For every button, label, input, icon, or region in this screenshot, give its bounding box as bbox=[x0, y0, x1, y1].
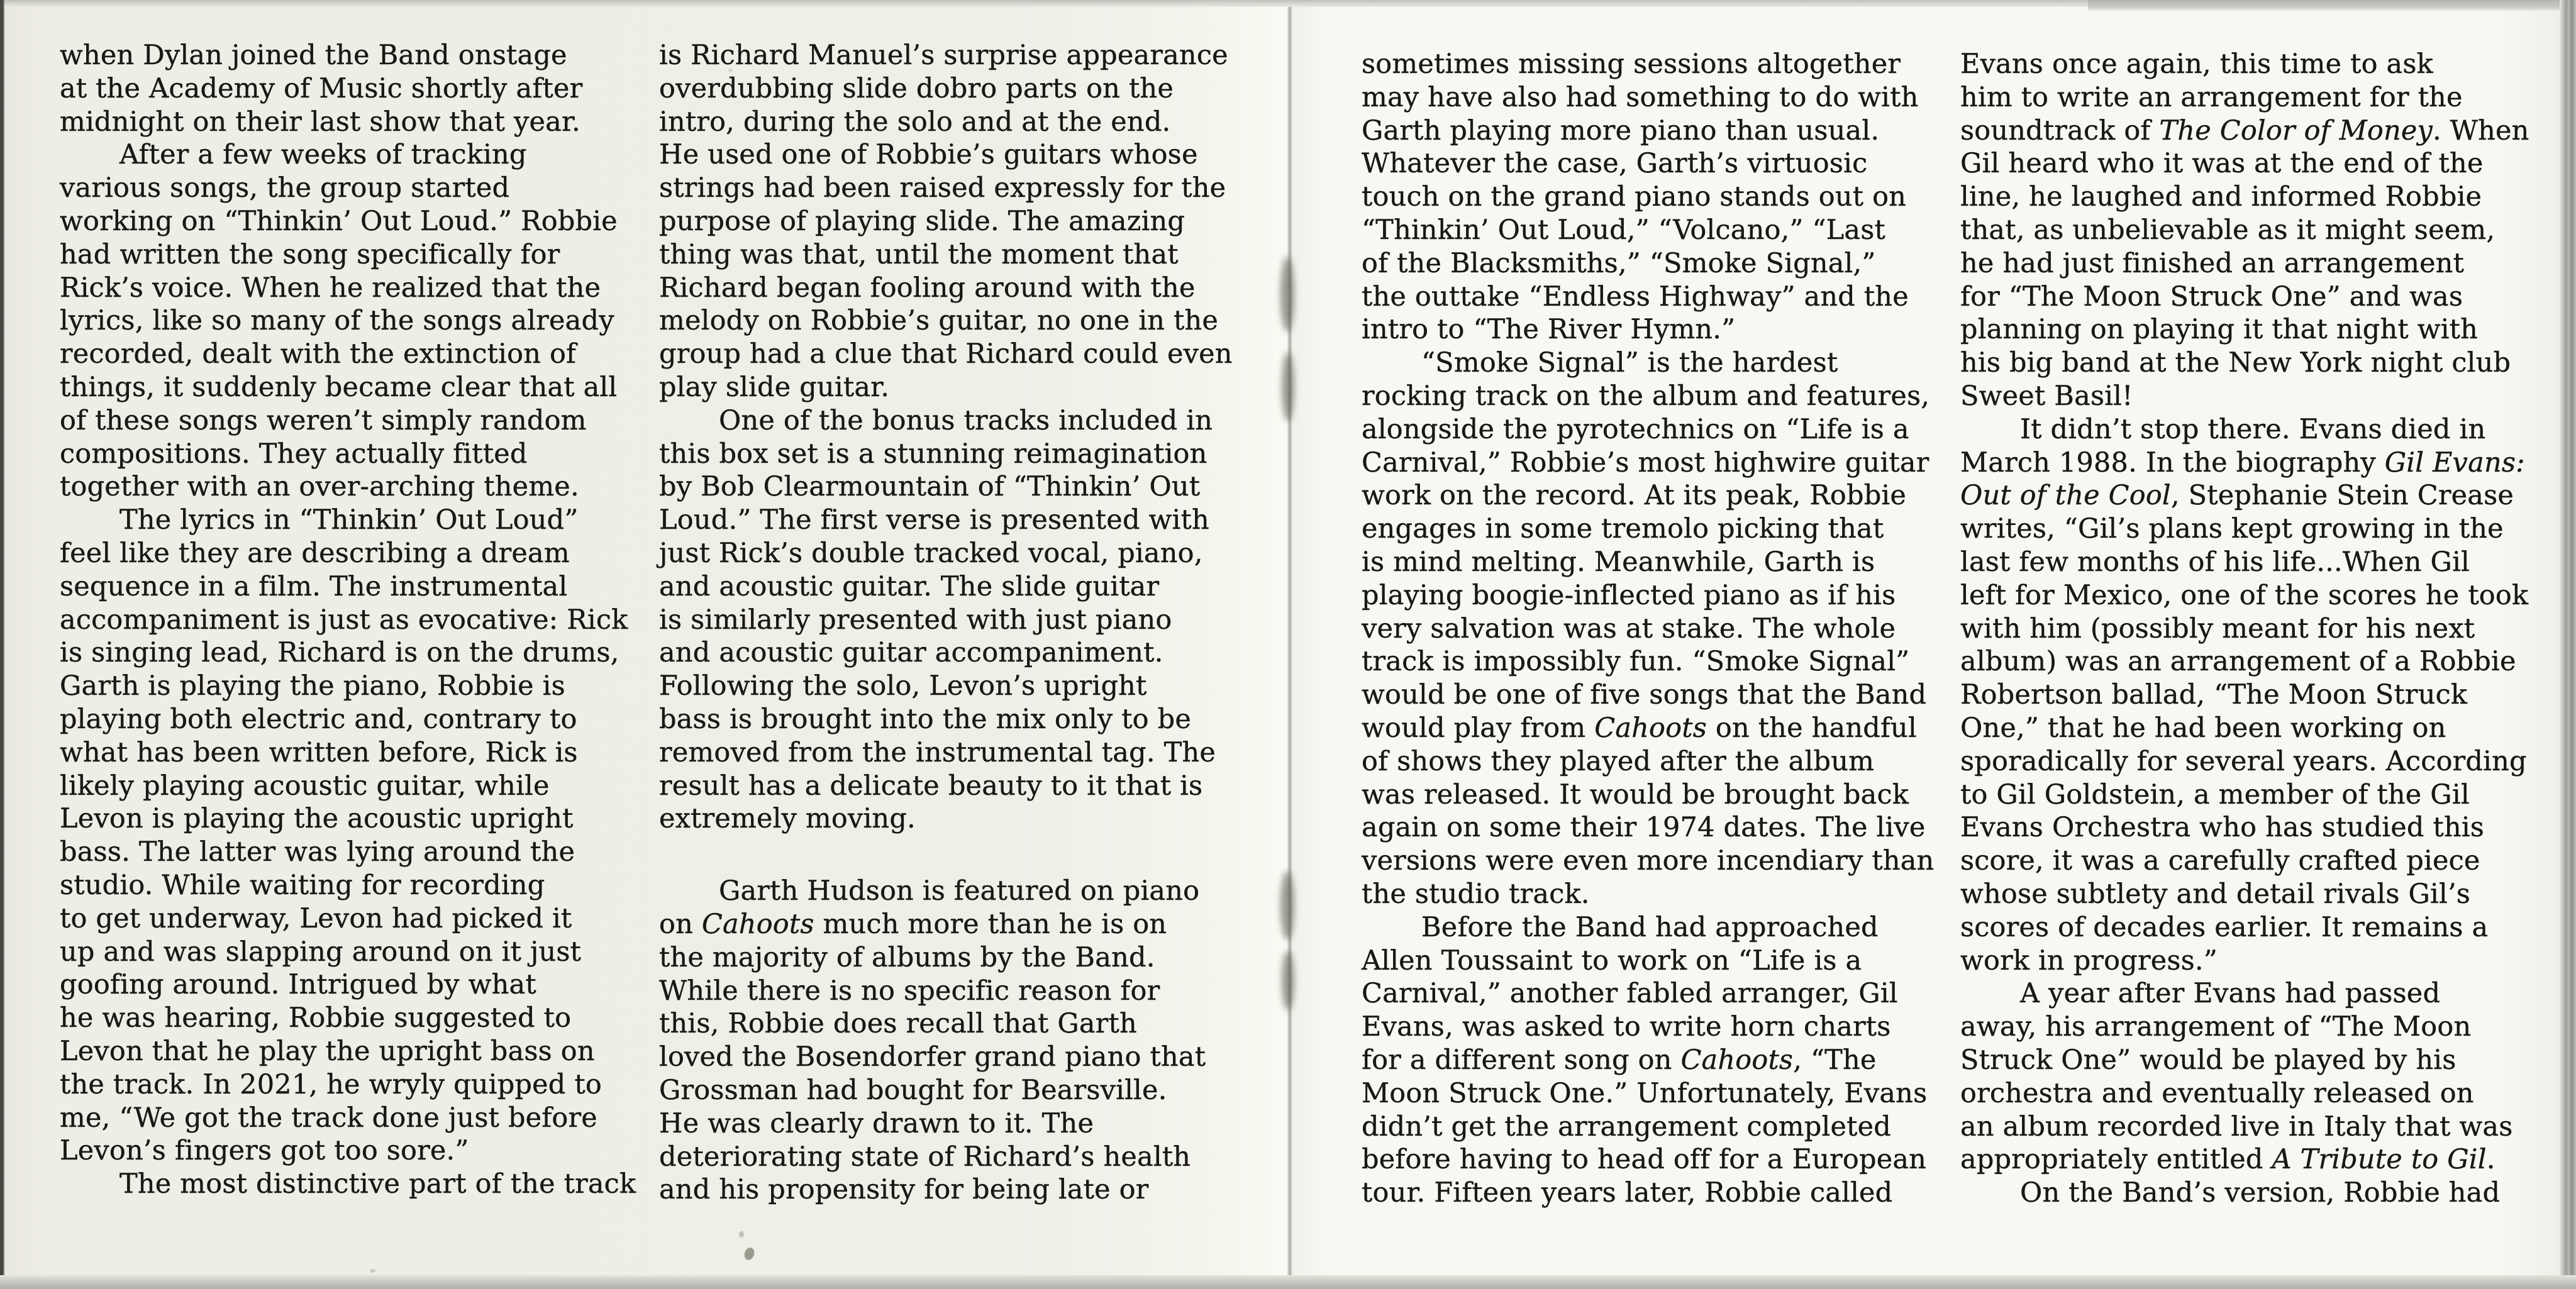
text-line: intro, during the solo and at the end. bbox=[659, 106, 1171, 138]
text-line: working on “Thinkin’ Out Loud.” Robbie bbox=[60, 205, 618, 237]
text-line: One of the bonus tracks included in bbox=[719, 404, 1213, 436]
text-line: versions were even more incendiary than bbox=[1362, 845, 1935, 877]
text-line: loved the Bosendorfer grand piano that bbox=[659, 1041, 1206, 1073]
text-line: is mind melting. Meanwhile, Garth is bbox=[1362, 546, 1875, 578]
text-line: of the Blacksmiths,” “Smoke Signal,” bbox=[1362, 247, 1876, 279]
text-line: scores of decades earlier. It remains a bbox=[1960, 911, 2489, 943]
text-line: what has been written before, Rick is bbox=[60, 736, 578, 768]
text-line: bass is brought into the mix only to be bbox=[659, 703, 1192, 735]
text-line: he was hearing, Robbie suggested to bbox=[60, 1002, 572, 1034]
text-line: sequence in a film. The instrumental bbox=[60, 570, 568, 602]
text-line: score, it was a carefully crafted piece bbox=[1960, 845, 2480, 877]
text-line: very salvation was at stake. The whole bbox=[1362, 612, 1896, 644]
text-line: recorded, dealt with the extinction of bbox=[60, 338, 577, 370]
text-line: Carnival,” Robbie’s most highwire guitar bbox=[1362, 446, 1929, 479]
text-line: track is impossibly fun. “Smoke Signal” bbox=[1362, 646, 1910, 678]
text-line: Evans once again, this time to ask bbox=[1960, 48, 2433, 80]
text-line: line, he laughed and informed Robbie bbox=[1960, 181, 2482, 213]
text-line: sporadically for several years. According bbox=[1960, 745, 2527, 777]
text-line: Evans, was asked to write horn charts bbox=[1362, 1011, 1891, 1043]
text-line: overdubbing slide dobro parts on the bbox=[659, 72, 1174, 104]
text-line: the majority of albums by the Band. bbox=[659, 941, 1155, 973]
text-line: While there is no specific reason for bbox=[659, 975, 1160, 1007]
text-line: left for Mexico, one of the scores he took bbox=[1960, 579, 2529, 611]
text-line: Carnival,” another fabled arranger, Gil bbox=[1362, 978, 1898, 1010]
text-line: up and was slapping around on it just bbox=[60, 936, 582, 968]
text-line bbox=[1362, 1044, 1940, 1077]
text-line: After a few weeks of tracking bbox=[119, 139, 527, 171]
text-line: he had just finished an arrangement bbox=[1960, 247, 2465, 279]
text-segment: for a different song on bbox=[1362, 1044, 1681, 1076]
text-line: alongside the pyrotechnics on “Life is a bbox=[1362, 413, 1909, 445]
text-line: likely playing acoustic guitar, while bbox=[60, 770, 550, 802]
text-segment: on bbox=[659, 908, 702, 940]
text-segment: , “The bbox=[1793, 1044, 1877, 1076]
text-line: The most distinctive part of the track bbox=[119, 1168, 636, 1200]
text-line: didn’t get the arrangement completed bbox=[1362, 1110, 1891, 1142]
text-line: midnight on their last show that year. bbox=[60, 106, 580, 138]
text-line: Sweet Basil! bbox=[1960, 380, 2133, 412]
crease-shadow bbox=[1280, 257, 1294, 332]
italic-title: A Tribute to Gil bbox=[2272, 1144, 2487, 1176]
crease-shadow bbox=[1282, 352, 1294, 421]
text-line: that, as unbelievable as it might seem, bbox=[1960, 214, 2496, 246]
text-line: Garth is playing the piano, Robbie is bbox=[60, 670, 565, 702]
text-line: with him (possibly meant for his next bbox=[1960, 612, 2475, 644]
text-segment: . bbox=[2486, 1144, 2496, 1176]
text-line: Whatever the case, Garth’s virtuosic bbox=[1362, 148, 1868, 180]
text-line: playing both electric and, contrary to bbox=[60, 703, 577, 735]
text-line: sometimes missing sessions altogether bbox=[1362, 48, 1901, 80]
text-line: Before the Band had approached bbox=[1421, 911, 1879, 943]
text-line: for “The Moon Struck One” and was bbox=[1960, 280, 2463, 313]
text-line: Levon is playing the acoustic upright bbox=[60, 803, 574, 835]
text-line: album) was an arrangement of a Robbie bbox=[1960, 646, 2516, 678]
crease-shadow bbox=[1282, 951, 1294, 1010]
text-line: away, his arrangement of “The Moon bbox=[1960, 1011, 2472, 1043]
text-line: Grossman had bought for Bearsville. bbox=[659, 1074, 1167, 1106]
text-line: goofing around. Intrigued by what bbox=[60, 969, 536, 1001]
text-line: Following the solo, Levon’s upright bbox=[659, 670, 1147, 702]
text-line: lyrics, like so many of the songs already bbox=[60, 305, 614, 337]
text-line: was released. It would be brought back bbox=[1362, 778, 1909, 810]
text-line: Garth Hudson is featured on piano bbox=[719, 875, 1200, 907]
text-line: Levon that he play the upright bass on bbox=[60, 1035, 595, 1067]
text-line: and acoustic guitar accompaniment. bbox=[659, 637, 1163, 669]
text-line: when Dylan joined the Band onstage bbox=[60, 40, 567, 71]
crease-shadow bbox=[1280, 871, 1294, 940]
text-line: purpose of playing slide. The amazing bbox=[659, 205, 1185, 237]
text-line: at the Academy of Music shortly after bbox=[60, 72, 583, 104]
text-line: of shows they played after the album bbox=[1362, 745, 1875, 777]
page-gutter-crease bbox=[1287, 6, 1292, 1276]
text-line: Levon’s fingers got too sore.” bbox=[60, 1135, 469, 1167]
text-line: would be one of five songs that the Band bbox=[1362, 679, 1927, 711]
text-line: touch on the grand piano stands out on bbox=[1362, 181, 1907, 213]
text-line bbox=[1960, 446, 2539, 480]
text-line bbox=[1362, 712, 1940, 745]
text-line: work in progress.” bbox=[1960, 944, 2218, 976]
text-line: together with an over-arching theme. bbox=[60, 471, 579, 503]
text-line: his big band at the New York night club bbox=[1960, 347, 2511, 379]
italic-title: Out of the Cool bbox=[1960, 480, 2171, 512]
text-line: had written the song specifically for bbox=[60, 238, 560, 270]
text-line: to get underway, Levon had picked it bbox=[60, 902, 572, 934]
text-segment: appropriately entitled bbox=[1960, 1144, 2272, 1176]
text-line: is similarly presented with just piano bbox=[659, 604, 1172, 636]
text-line: It didn’t stop there. Evans died in bbox=[2020, 413, 2486, 445]
text-line: He was clearly drawn to it. The bbox=[659, 1107, 1094, 1139]
italic-title: Cahoots bbox=[1594, 712, 1707, 744]
text-line: Richard began fooling around with the bbox=[659, 272, 1196, 304]
text-line bbox=[1960, 114, 2539, 148]
text-line: accompaniment is just as evocative: Rick bbox=[60, 604, 628, 636]
text-line: deteriorating state of Richard’s health bbox=[659, 1141, 1191, 1173]
text-line: On the Band’s version, Robbie had bbox=[2020, 1177, 2501, 1209]
text-line: He used one of Robbie’s guitars whose bbox=[659, 139, 1198, 171]
italic-title: Gil Evans: bbox=[2384, 446, 2525, 479]
text-line bbox=[659, 908, 1241, 941]
text-segment: March 1988. In the biography bbox=[1960, 446, 2385, 479]
text-line: just Rick’s double tracked vocal, piano, bbox=[659, 537, 1203, 569]
text-line: Rick’s voice. When he realized that the bbox=[60, 272, 601, 304]
italic-title: The Color of Money bbox=[2159, 114, 2433, 147]
text-line: me, “We got the track done just before bbox=[60, 1102, 597, 1134]
text-line: this box set is a stunning reimagination bbox=[659, 438, 1208, 470]
text-line: Allen Toussaint to work on “Life is a bbox=[1362, 944, 1862, 976]
text-line: Garth playing more piano than usual. bbox=[1362, 114, 1880, 147]
italic-title: Cahoots bbox=[1680, 1044, 1794, 1076]
text-segment: much more than he is on bbox=[814, 908, 1167, 940]
text-line: bass. The latter was lying around the bbox=[60, 836, 575, 868]
text-line: tour. Fifteen years later, Robbie called bbox=[1362, 1177, 1893, 1209]
text-line: compositions. They actually fitted bbox=[60, 438, 528, 470]
text-line: work on the record. At its peak, Robbie bbox=[1362, 480, 1907, 512]
text-line: before having to head off for a European bbox=[1362, 1144, 1927, 1176]
text-line: to Gil Goldstein, a member of the Gil bbox=[1960, 778, 2470, 810]
text-line: Moon Struck One.” Unfortunately, Evans bbox=[1362, 1077, 1928, 1109]
text-line: melody on Robbie’s guitar, no one in the bbox=[659, 305, 1219, 337]
text-segment: would play from bbox=[1362, 712, 1595, 744]
scan-edge-top-right bbox=[2088, 0, 2576, 11]
text-line: extremely moving. bbox=[659, 803, 916, 835]
text-segment: on the handful bbox=[1706, 712, 1917, 744]
text-line: engages in some tremolo picking that bbox=[1362, 513, 1884, 545]
text-line: and his propensity for being late or bbox=[659, 1174, 1149, 1206]
text-line: “Thinkin’ Out Loud,” “Volcano,” “Last bbox=[1362, 214, 1885, 246]
scan-speck bbox=[370, 1269, 375, 1273]
text-line: again on some their 1974 dates. The live bbox=[1362, 812, 1926, 844]
text-line: playing boogie-inflected piano as if his bbox=[1362, 579, 1896, 611]
text-line: him to write an arrangement for the bbox=[1960, 81, 2463, 113]
text-line: Loud.” The first verse is presented with bbox=[659, 504, 1209, 536]
text-segment: , Stephanie Stein Crease bbox=[2170, 480, 2514, 512]
text-line: writes, “Gil’s plans kept growing in the bbox=[1960, 513, 2504, 545]
text-line: result has a delicate beauty to it that is bbox=[659, 770, 1203, 802]
text-segment: soundtrack of bbox=[1960, 114, 2160, 147]
text-line: feel like they are describing a dream bbox=[60, 537, 570, 569]
text-line: planning on playing it that night with bbox=[1960, 314, 2479, 346]
text-line: whose subtlety and detail rivals Gil’s bbox=[1960, 878, 2471, 910]
text-line bbox=[1960, 1143, 2539, 1176]
text-line: “Smoke Signal” is the hardest bbox=[1421, 347, 1838, 379]
text-line: and acoustic guitar. The slide guitar bbox=[659, 570, 1160, 602]
text-line: A year after Evans had passed bbox=[2020, 978, 2441, 1010]
scan-edge-bottom bbox=[0, 1275, 2576, 1289]
text-line: Evans Orchestra who has studied this bbox=[1960, 812, 2485, 844]
text-line: rocking track on the album and features, bbox=[1362, 380, 1930, 412]
scan-edge-right bbox=[2560, 0, 2576, 1289]
right-page-column-2 bbox=[1960, 48, 2539, 1210]
text-line: last few months of his life...When Gil bbox=[1960, 546, 2470, 578]
text-line: the outtake “Endless Highway” and the bbox=[1362, 280, 1909, 313]
scan-speck bbox=[739, 1231, 744, 1237]
text-line: the studio track. bbox=[1362, 878, 1590, 910]
text-line: thing was that, until the moment that bbox=[659, 238, 1179, 270]
text-line: Gil heard who it was at the end of the bbox=[1960, 148, 2484, 180]
text-line: this, Robbie does recall that Garth bbox=[659, 1008, 1137, 1040]
text-line: group had a clue that Richard could even bbox=[659, 338, 1233, 370]
text-line: orchestra and eventually released on bbox=[1960, 1077, 2474, 1109]
text-segment: . When bbox=[2433, 114, 2529, 147]
text-line: of these songs weren’t simply random bbox=[60, 404, 587, 436]
text-line: is singing lead, Richard is on the drums, bbox=[60, 637, 619, 669]
text-line: The lyrics in “Thinkin’ Out Loud” bbox=[119, 504, 579, 536]
right-page-column-1 bbox=[1362, 48, 1940, 1210]
italic-title: Cahoots bbox=[701, 908, 814, 940]
text-line: Robertson ballad, “The Moon Struck bbox=[1960, 679, 2468, 711]
text-line: the track. In 2021, he wryly quipped to bbox=[60, 1068, 602, 1100]
left-page-column-2 bbox=[659, 39, 1241, 1207]
text-line: is Richard Manuel’s surprise appearance bbox=[659, 40, 1228, 71]
text-line: One,” that he had been working on bbox=[1960, 712, 2446, 744]
text-line: play slide guitar. bbox=[659, 371, 890, 403]
scan-edge-left bbox=[0, 0, 4, 1289]
text-line: may have also had something to do with bbox=[1362, 81, 1919, 113]
text-line: by Bob Clearmountain of “Thinkin’ Out bbox=[659, 471, 1201, 503]
text-line: various songs, the group started bbox=[60, 172, 510, 204]
text-line bbox=[1960, 479, 2539, 512]
text-line: removed from the instrumental tag. The bbox=[659, 736, 1216, 768]
text-line: an album recorded live in Italy that was bbox=[1960, 1110, 2513, 1142]
left-page-column-1 bbox=[60, 39, 641, 1201]
text-line: strings had been raised expressly for the bbox=[659, 172, 1226, 204]
text-line: things, it suddenly became clear that all bbox=[60, 371, 618, 403]
text-line: intro to “The River Hymn.” bbox=[1362, 314, 1736, 346]
text-line: Struck One” would be played by his bbox=[1960, 1044, 2457, 1076]
text-line: studio. While waiting for recording bbox=[60, 869, 545, 901]
